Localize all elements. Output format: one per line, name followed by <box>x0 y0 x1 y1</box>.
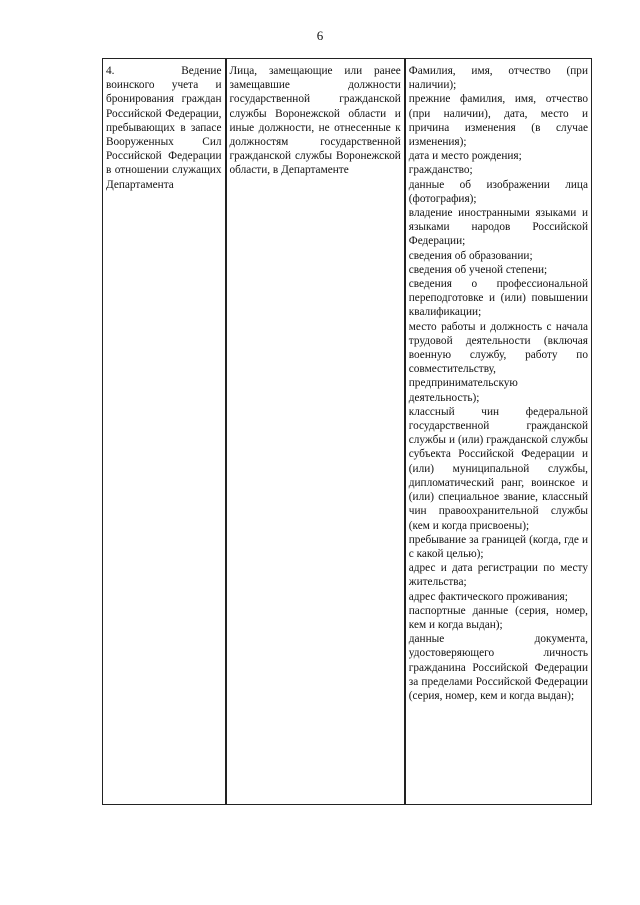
data-item: сведения об образовании; <box>408 249 533 262</box>
data-item: дата и место рождения; <box>408 150 522 163</box>
data-item: данные документа, удостоверяющего личность гражданина Российской Федерации за пределами Российской Федерации (серия, номер, кем и когда выдан); <box>408 633 588 702</box>
data-item: данные об изображении лица (фотография); <box>408 178 588 205</box>
data-item: Фамилия, имя, отчество (при наличии); <box>408 65 588 92</box>
cell-purpose <box>103 59 227 804</box>
cell-data-list <box>406 59 591 804</box>
purpose-first-word: Ведение <box>181 65 222 77</box>
data-item: прежние фамилия, имя, отчество (при наличии), дата, место и причина изменения (в случае изменения); <box>408 93 588 149</box>
page-number: 6 <box>316 28 324 43</box>
data-item: гражданство; <box>408 164 473 177</box>
persons-text: Лица, замещающие или ранее замещавшие должности государственной гражданской службы Воронежской области и иные должности, не отнесенные к должностям государственной гражданской службы Воронежской области, в Департаменте <box>229 65 401 177</box>
data-item: сведения об ученой степени; <box>408 263 548 276</box>
data-item: сведения о профессиональной переподготовке и (или) повышении квалификации; <box>408 278 588 319</box>
data-table <box>102 58 592 805</box>
data-item: адрес фактического проживания; <box>408 590 568 603</box>
data-item: паспортные данные (серия, номер, кем и когда выдан); <box>408 604 588 631</box>
cell-persons <box>227 59 406 804</box>
data-item: классный чин федеральной государственной гражданской службы и (или) гражданской службы субъекта Российской Федерации и (или) муниципальной службы, дипломатический ранг, воинское и (или) специальное звание, классный чин правоохранительной службы (кем и когда присвоены); <box>408 405 588 532</box>
data-item: пребывание за границей (когда, где и с какой целью); <box>408 533 588 560</box>
row-header-line <box>106 64 222 78</box>
data-item: адрес и дата регистрации по месту жительства; <box>408 562 588 589</box>
data-item: владение иностранными языками и языками народов Российской Федерации; <box>408 207 588 248</box>
row-number: 4. <box>106 65 115 77</box>
data-item: место работы и должность с начала трудовой деятельности (включая военную службу, работу по совместительству, предпринимательскую деятельность); <box>408 320 588 404</box>
purpose-text: воинского учета и бронирования граждан Российской Федерации, пребывающих в запасе Вооруженных Сил Российской Федерации в отношении служащих Департамента <box>106 79 222 191</box>
